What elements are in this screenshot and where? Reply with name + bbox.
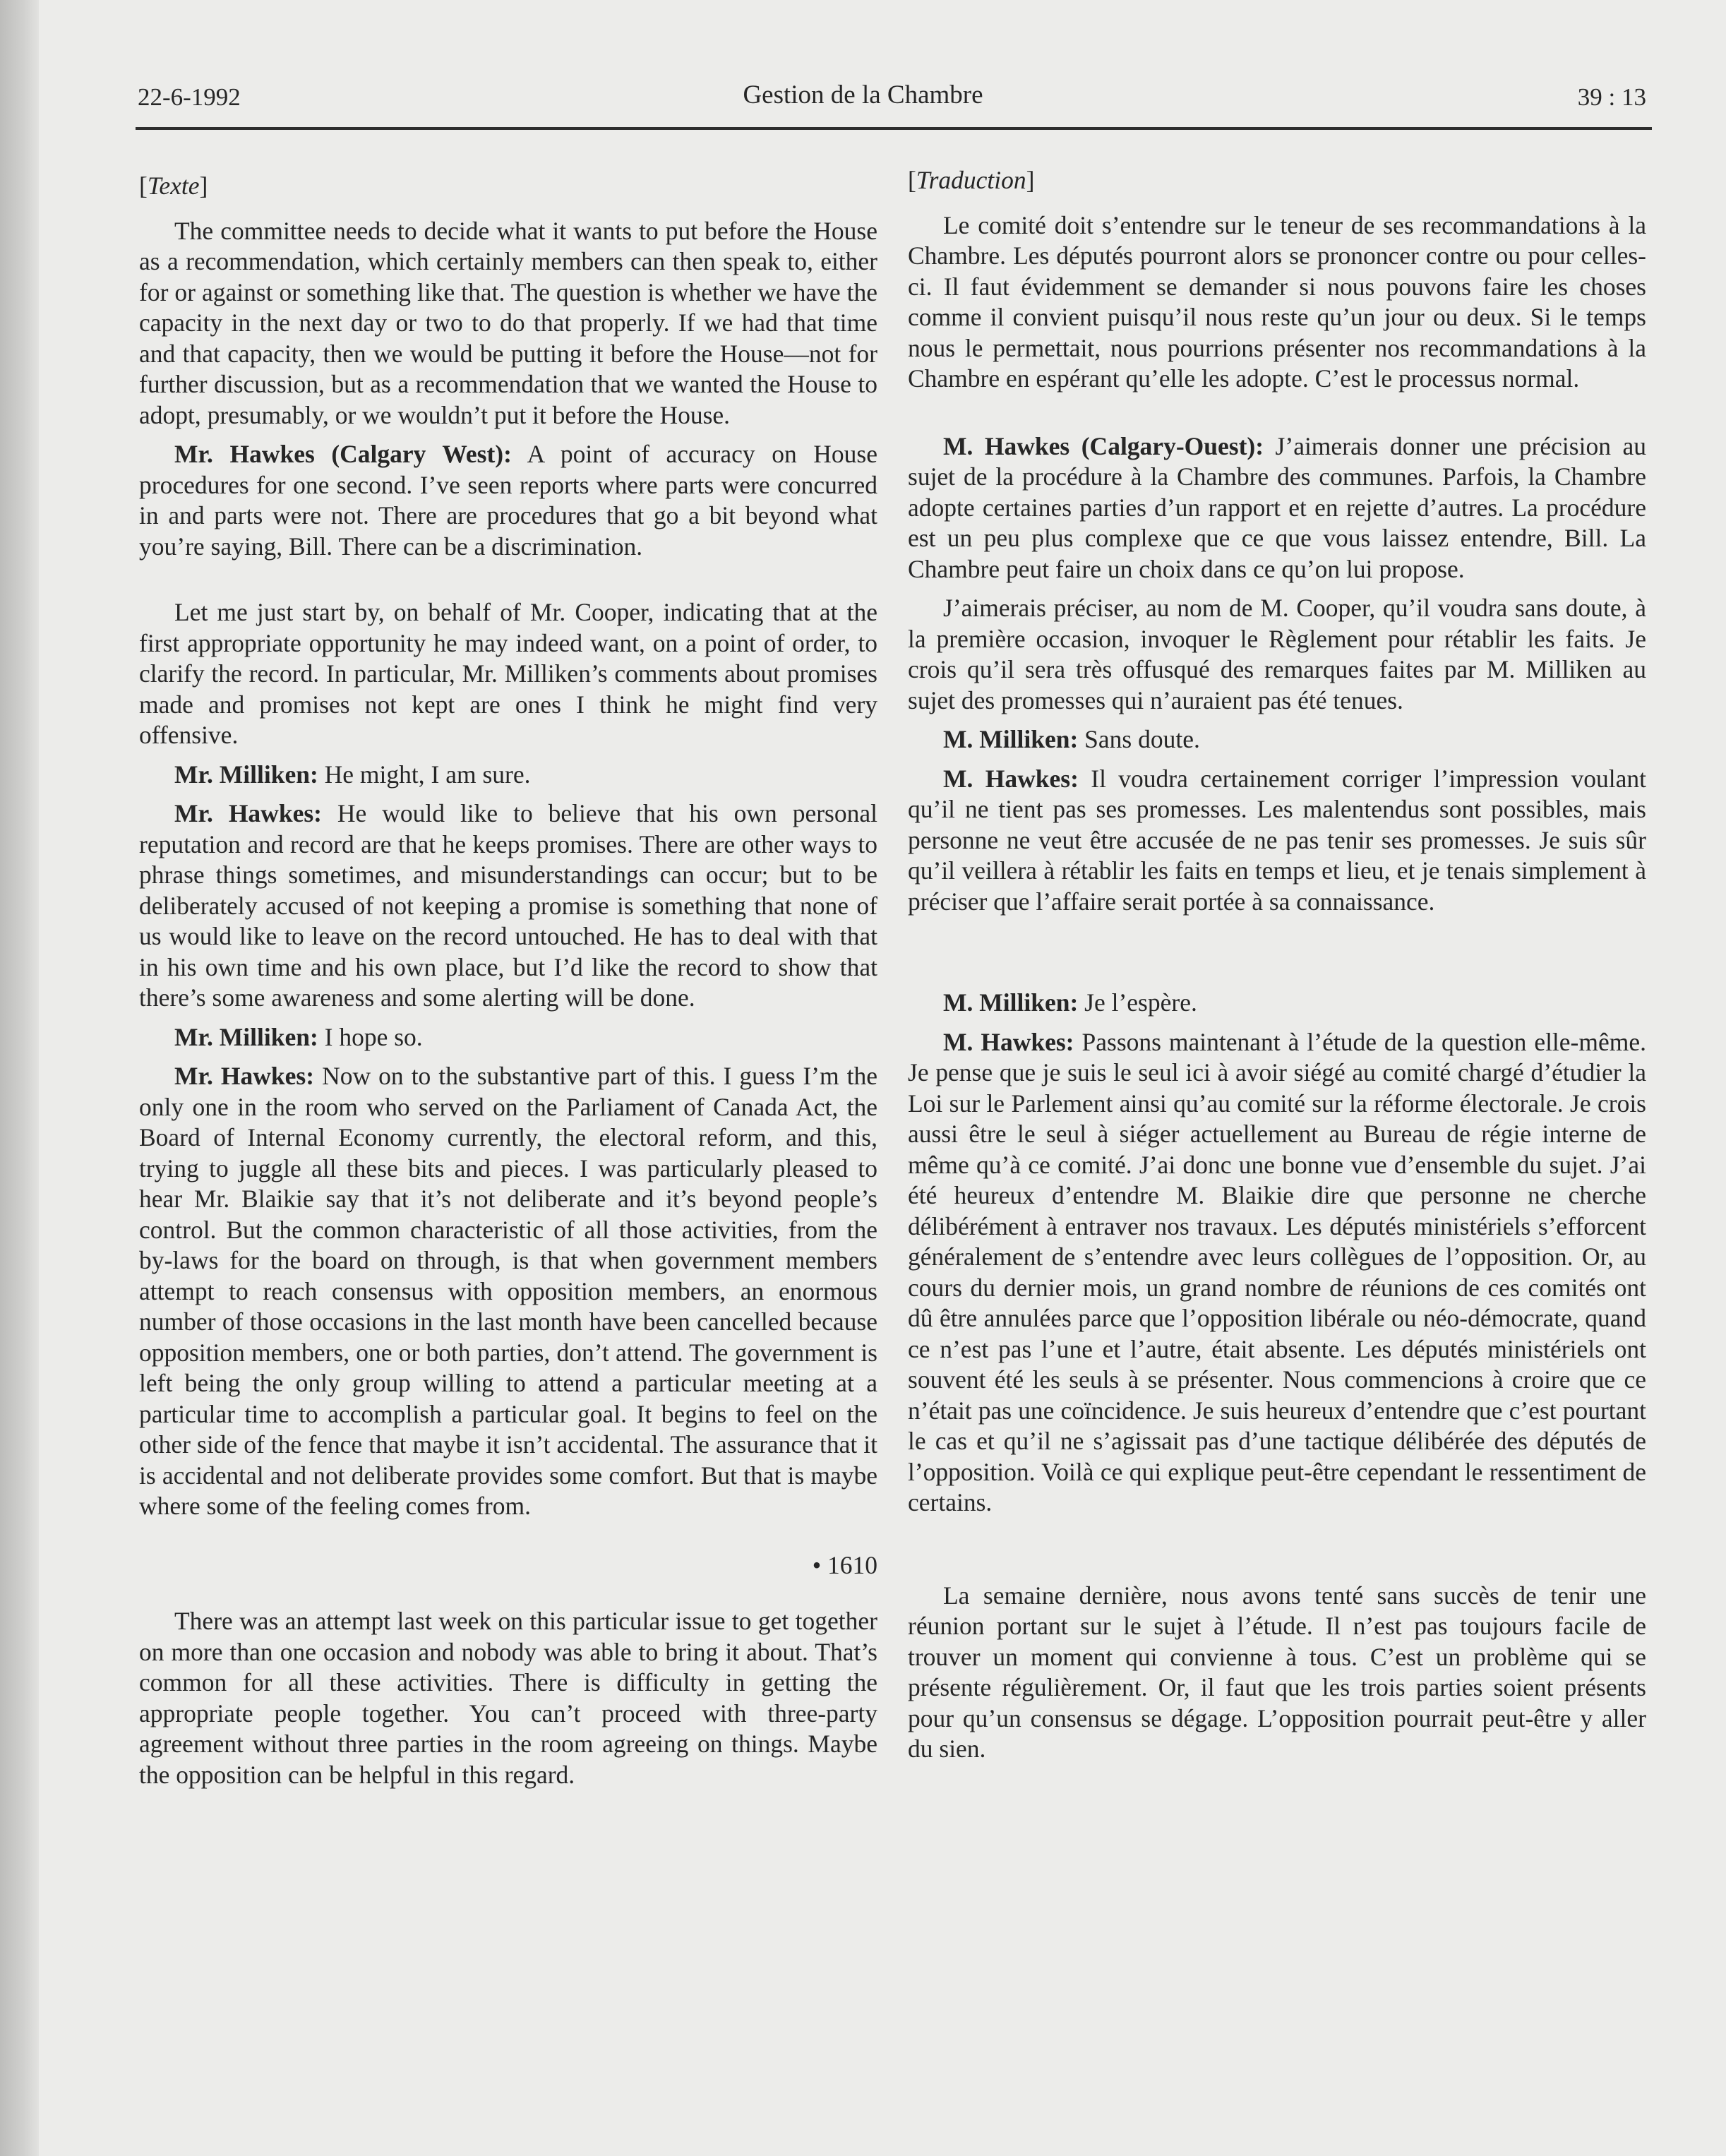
left-paragraph-1: The committee needs to decide what it wants to put before the House as a recommendation, which certainly members can then speak to, either for or against or something like that. The question is whether we have the capacity in the next day or two to do that properly. If we had that time and that capacity, then we would be putting it before the House—not for further discussion, but as a recommendation that we wanted the House to adopt, presumably, or we wouldn’t put it before the House. xyxy=(139,216,877,429)
speaker-name: M. Milliken: xyxy=(943,988,1079,1017)
right-paragraph-5: M. Hawkes: Il voudra certainement corriger l’impression voulant qu’il ne tient pas ses promesses. Les malentendus sont possibles, mais personne ne veut être accusée de ne pas tenir ses promesses. Je suis sûr qu’il veillera à rétablir les faits en temps et lieu, et je tenais simplement à préciser que l’affaire serait portée à sa connaissance. xyxy=(908,764,1646,916)
header-title: Gestion de la Chambre xyxy=(743,80,983,109)
right-column xyxy=(908,166,1646,1765)
right-paragraph-3: J’aimerais préciser, au nom de M. Cooper, qu’il voudra sans doute, à la première occasion, invoquer le Règlement pour rétablir les faits. Je crois qu’il sera très offusqué des remarques faites par M. Milliken au sujet des promesses qui n’auraient pas été tenues. xyxy=(908,594,1646,714)
left-paragraph-3: Let me just start by, on behalf of Mr. Cooper, indicating that at the first appropriate opportunity he may indeed want, on a point of order, to clarify the record. In particular, Mr. Milliken’s comments about promises made and promises not kept are ones I think he might find very offensive. xyxy=(139,598,877,749)
left-column xyxy=(139,171,877,1790)
speaker-name: Mr. Milliken: xyxy=(174,1022,318,1051)
right-paragraph-1: Le comité doit s’entendre sur le teneur de ses recommandations à la Chambre. Les députés pourront alors se prononcer contre ou pour celles-ci. Il faut évidemment se demander si nous pouvons faire les choses comme il convient puisqu’il nous reste qu’un jour ou deux. Si le temps nous le permettait, nous pourrions présenter nos recommandations à la Chambre en espérant qu’elle les adopte. C’est le processus normal. xyxy=(908,210,1646,393)
speaker-name: M. Hawkes: xyxy=(943,1027,1074,1056)
right-paragraph-2: M. Hawkes (Calgary-Ouest): J’aimerais donner une précision au sujet de la procédure à la Chambre des communes. Parfois, la Chambre adopte certaines parties d’un rapport et en rejette d’autres. La procédure est un peu plus complexe que ce que vous laissez entendre, Bill. La Chambre peut faire un choix dans ce qu’on lui propose. xyxy=(908,431,1646,583)
right-paragraph-8: La semaine dernière, nous avons tenté sans succès de tenir une réunion portant sur le sujet à l’étude. Il n’est pas toujours facile de trouver un moment qui convienne à tous. C’est un problème qui se présente régulièrement. Or, il faut que les trois parties soient présents pour qu’un consensus se dégage. L’opposition pourrait peut-être y aller du sien. xyxy=(908,1581,1646,1763)
speaker-name: M. Hawkes: xyxy=(943,764,1079,793)
left-paragraph-2: Mr. Hawkes (Calgary West): A point of accuracy on House procedures for one second. I’ve seen reports where parts were concurred in and parts were not. There are procedures that go a bit beyond what you’re saying, Bill. There can be a discrimination. xyxy=(139,440,877,561)
left-paragraph-4: Mr. Milliken: He might, I am sure. xyxy=(174,760,531,789)
speaker-name: M. Milliken: xyxy=(943,725,1079,753)
right-language-tag: [Traduction] xyxy=(908,166,1035,194)
left-language-tag: [Texte] xyxy=(139,172,208,200)
right-paragraph-7: M. Hawkes: Passons maintenant à l’étude de la question elle-même. Je pense que je suis le seul ici à avoir siégé au comité chargé d’étudier la Loi sur le Parlement ainsi qu’au comité sur la réforme électorale. Je crois aussi être le seul à siéger actuellement au Bureau de régie interne de même qu’à ce comité. J’ai donc une bonne vue d’ensemble du sujet. J’ai été heureux d’entendre M. Blaikie dire que personne ne cherche délibérément à entraver nos travaux. Les députés ministériels s’efforcent généralement de s’entendre avec leurs collègues de l’opposition. Or, au cours du dernier mois, un grand nombre de réunions de ces comités ont dû être annulées parce que l’opposition libérale ou néo-démocrate, quand ce n’est pas l’une et l’autre, était absente. Les députés ministériels ont souvent été les seuls à se présenter. Nous commencions à croire que ce n’était pas une coïncidence. Je suis heureux d’entendre que c’est pourtant le cas et qu’il ne s’agissait pas d’une tactique délibérée des députés de l’opposition. Voilà ce qui explique peut-être cependant le ressentiment de certains. xyxy=(908,1027,1646,1516)
right-paragraph-6: M. Milliken: Je l’espère. xyxy=(943,988,1197,1017)
page-edge-shadow xyxy=(0,0,39,2156)
time-marker: • 1610 xyxy=(812,1550,877,1579)
right-paragraph-4: M. Milliken: Sans doute. xyxy=(943,725,1200,753)
header-date: 22-6-1992 xyxy=(138,83,241,111)
header-rule xyxy=(136,127,1652,130)
speaker-name: Mr. Hawkes: xyxy=(174,799,322,827)
speaker-name: M. Hawkes (Calgary-Ouest): xyxy=(943,431,1264,460)
speaker-name: Mr. Hawkes (Calgary West): xyxy=(174,440,512,468)
left-paragraph-5: Mr. Hawkes: He would like to believe that his own personal reputation and record are that he keeps promises. There are other ways to phrase things sometimes, and misunderstandings can occur; but to be deliberately accused of not keeping a promise is something that none of us would like to leave on the record untouched. He has to deal with that in his own time and his own place, but I’d like the record to show that there’s some awareness and some alerting will be done. xyxy=(139,799,877,1012)
left-paragraph-7: Mr. Hawkes: Now on to the substantive part of this. I guess I’m the only one in the room who served on the Parliament of Canada Act, the Board of Internal Economy currently, the electoral reform, and this, trying to juggle all these bits and pieces. I was particularly pleased to hear Mr. Blaikie say that it’s not deliberate and it’s beyond people’s control. But the common characteristic of all those activities, from the by-laws for the board on through, is that when government members attempt to reach consensus with opposition members, an enormous number of those occasions in the last month have been cancelled because opposition members, one or both parties, don’t attend. The government is left being the only group willing to attend a particular meeting at a particular time to accomplish a particular goal. It begins to feel on the other side of the fence that maybe it isn’t accidental. The assurance that it is accidental and not deliberate provides some comfort. But that is maybe where some of the feeling comes from. xyxy=(139,1062,877,1520)
speaker-name: Mr. Hawkes: xyxy=(174,1062,315,1090)
left-paragraph-6: Mr. Milliken: I hope so. xyxy=(174,1022,423,1051)
header-page-number: 39 : 13 xyxy=(1577,83,1646,111)
speaker-name: Mr. Milliken: xyxy=(174,760,318,789)
left-paragraph-8: There was an attempt last week on this particular issue to get together on more than one occasion and nobody was able to bring it about. That’s common for all these activities. There is difficulty in getting the appropriate people together. You can’t proceed with three-party agreement without three parties in the room agreeing on things. Maybe the opposition can be helpful in this regard. xyxy=(139,1607,877,1789)
